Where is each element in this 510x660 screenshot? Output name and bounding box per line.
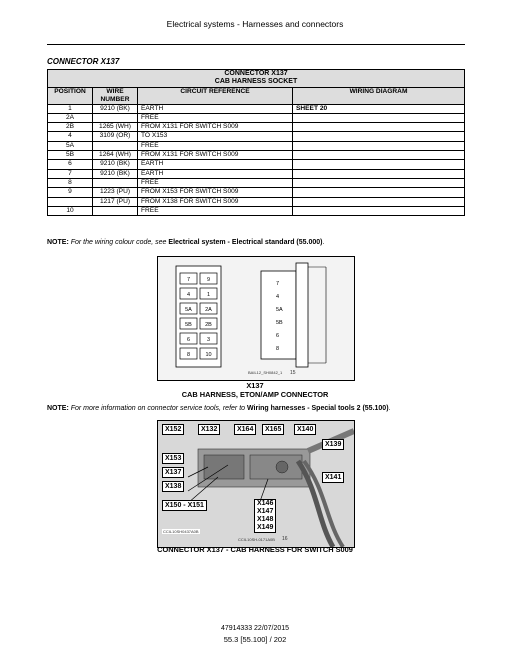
cell-position: 4 [48,132,93,141]
cell-circuit-reference: EARTH [138,160,293,169]
label-x137: X137 [162,467,184,478]
cell-wire-number: 3109 (OR) [93,132,138,141]
label-x164: X164 [234,424,256,435]
cell-position: 5B [48,151,93,160]
side-pin-label: 7 [276,281,280,287]
connector-pin [180,303,197,314]
cell-wiring-diagram [293,160,465,169]
table-row [48,206,465,215]
figure2-number: 16 [282,536,288,542]
note-label: NOTE: [47,239,69,246]
cell-wiring-diagram [293,141,465,150]
cell-wiring-diagram [293,169,465,178]
cell-position: 1 [48,104,93,113]
label-x165: X165 [262,424,284,435]
cell-wire-number: 9210 (BK) [93,104,138,113]
cell-wiring-diagram [293,151,465,160]
figure1-number: 15 [290,370,296,376]
cell-circuit-reference: FROM X153 FOR SWITCH S009 [138,188,293,197]
cell-position: 2B [48,123,93,132]
label-x132: X132 [198,424,220,435]
connector-drawing [158,257,354,380]
col-position: POSITION [48,87,93,104]
col-wire-number: WIRE NUMBER [93,87,138,104]
footer-doc-id: 47914333 22/07/2015 [220,625,290,632]
cell-position: 6 [48,160,93,169]
table-row [48,178,465,187]
figure2-caption: CONNECTOR X137 - CAB HARNESS FOR SWITCH S009 [157,545,353,554]
table-caption-1: CONNECTOR X137 [48,70,465,79]
cell-position: 10 [48,206,93,215]
cell-wire-number: 1264 (WH) [93,151,138,160]
pin-label: 10 [205,352,212,358]
cell-wiring-diagram [293,123,465,132]
connector-table [47,69,465,216]
table-row [48,104,465,113]
table-row [48,113,465,122]
label-x141: X141 [322,472,344,483]
pin-label: 3 [206,337,211,343]
note-end: . [322,239,325,246]
connector-flange [296,263,308,367]
page-header: Electrical systems - Harnesses and connectors [166,19,344,29]
connector-face-figure [157,256,355,381]
cell-circuit-reference: FROM X131 FOR SWITCH S009 [138,151,293,160]
table-row [48,123,465,132]
table-row [48,141,465,150]
connector-pin [180,348,197,359]
connector-pin [200,333,217,344]
label-x152: X152 [162,424,184,435]
connector-pin [200,288,217,299]
cell-wiring-diagram [293,188,465,197]
cell-wiring-diagram [293,197,465,206]
cell-wire-number: 1265 (WH) [93,123,138,132]
cell-wire-number [93,206,138,215]
figure1-caption-1: X137 [246,381,264,390]
side-pin-label: 5B [276,320,283,326]
label-x148: X148 [257,516,274,523]
cell-position [48,197,93,206]
cell-wire-number: 9210 (BK) [93,160,138,169]
table-row [48,151,465,160]
connector-location-figure [157,420,355,548]
figure1-caption-2: CAB HARNESS, ETON/AMP CONNECTOR [181,390,329,399]
side-pin-label: 4 [276,294,280,300]
pin-label: 5A [185,307,192,313]
cell-wiring-diagram [293,132,465,141]
note-service-tools [47,405,390,412]
table-body [48,104,465,216]
cell-wiring-diagram [293,113,465,122]
cell-wire-number: 1217 (PU) [93,197,138,206]
cell-circuit-reference: EARTH [138,104,293,113]
cell-circuit-reference: FREE [138,206,293,215]
cell-position: 8 [48,178,93,187]
table-row [48,132,465,141]
note-link[interactable]: Electrical system - Electrical standard (55.000) [168,239,323,246]
pin-label: 1 [206,292,211,298]
label-x139: X139 [322,439,344,450]
note-link[interactable]: Wiring harnesses - Special tools 2 (55.100) [246,405,389,412]
pin-label: 6 [186,337,191,343]
cell-position: 7 [48,169,93,178]
cell-position: 2A [48,113,93,122]
cell-wiring-diagram [293,178,465,187]
note-text: For more information on connector service tools, refer to [70,405,246,412]
connector-pin [200,318,217,329]
table-row [48,169,465,178]
pin-label: 8 [186,352,191,358]
cell-circuit-reference: FROM X138 FOR SWITCH S009 [138,197,293,206]
figure2-inset-id: CCIL10SH0437A0B [163,529,199,534]
footer-page: 55.3 [55.100] / 202 [223,635,287,644]
cell-position: 5A [48,141,93,150]
col-wiring-diagram: WIRING DIAGRAM [293,87,465,104]
pin-label: 2A [205,307,212,313]
cell-wiring-diagram: SHEET 20 [293,104,465,113]
side-pin-label: 8 [276,346,280,352]
connector-pin [180,333,197,344]
side-pin-label: 6 [276,333,280,339]
cell-circuit-reference: FREE [138,178,293,187]
connector-pin [180,288,197,299]
pin-label: 7 [186,277,191,283]
label-x150-x151: X150 - X151 [162,500,207,511]
note-label: NOTE: [47,405,69,412]
connector-pin [180,273,197,284]
label-x147: X147 [257,508,274,515]
cell-wire-number: 1223 (PU) [93,188,138,197]
table-caption-2: CAB HARNESS SOCKET [48,78,465,87]
header-rule [47,44,465,45]
cell-circuit-reference: EARTH [138,169,293,178]
col-circuit-reference: CIRCUIT REFERENCE [138,87,293,104]
pin-label: 2B [205,322,212,328]
cell-wire-number [93,178,138,187]
cell-circuit-reference: TO X153 [138,132,293,141]
cell-circuit-reference: FREE [138,141,293,150]
label-x146: X146 [257,500,274,507]
connector-pin [200,273,217,284]
figure2-image-id: CCIL10SH-0171A0B [238,537,275,542]
side-pin-label: 5A [276,307,283,313]
label-x149: X149 [257,524,274,531]
note-wiring-colour [47,239,324,246]
figure1-image-id: BAIL12_SH0842_1 [248,370,283,375]
section-title: CONNECTOR X137 [47,57,120,66]
connector-pin [200,348,217,359]
cell-position: 9 [48,188,93,197]
label-x153: X153 [162,453,184,464]
note-text: For the wiring colour code, see [70,239,167,246]
cell-wire-number: 9210 (BK) [93,169,138,178]
cell-circuit-reference: FREE [138,113,293,122]
cell-wire-number [93,141,138,150]
table-row [48,197,465,206]
pin-label: 5B [185,322,192,328]
table-row [48,188,465,197]
connector-pin [200,303,217,314]
label-x140: X140 [294,424,316,435]
pin-label: 9 [206,277,211,283]
pin-label: 4 [186,292,191,298]
cell-wire-number [93,113,138,122]
label-x138: X138 [162,481,184,492]
label-group-bottom [254,499,276,533]
cell-circuit-reference: FROM X131 FOR SWITCH S009 [138,123,293,132]
note-end: . [388,405,391,412]
cell-wiring-diagram [293,206,465,215]
connector-pin [180,318,197,329]
table-row [48,160,465,169]
